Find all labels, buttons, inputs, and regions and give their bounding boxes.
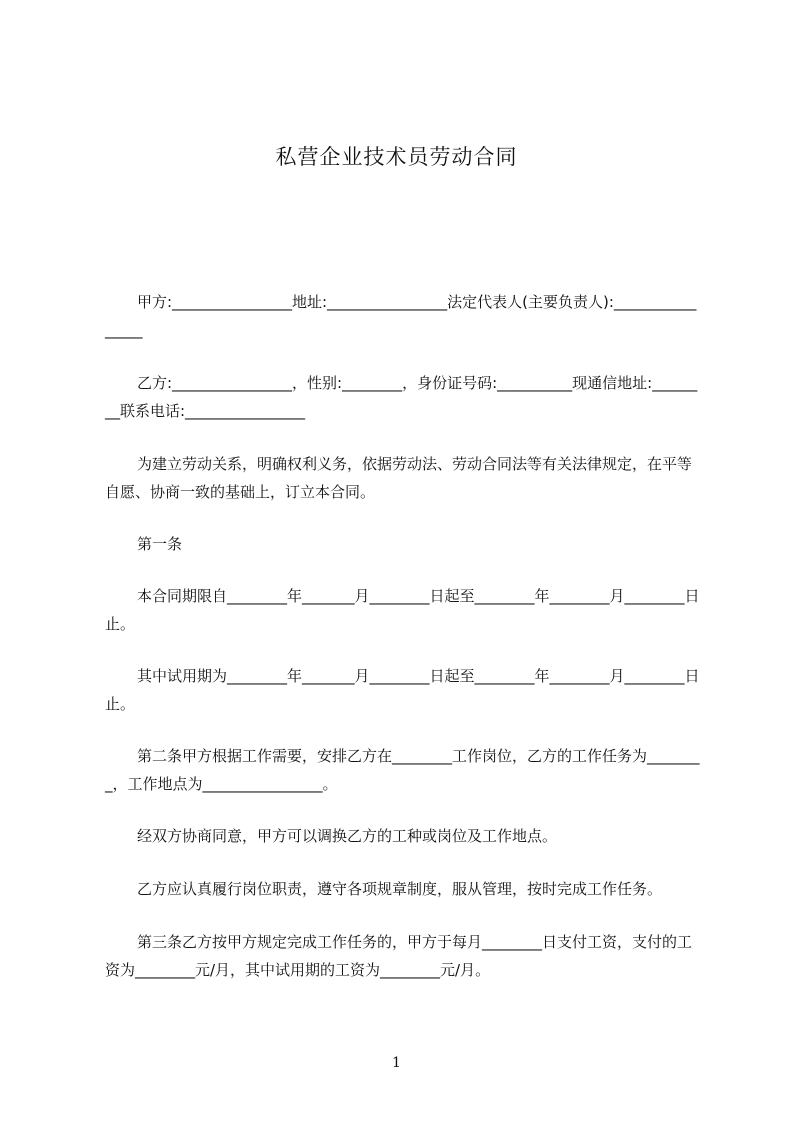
article-two-paragraph: 第二条甲方根据工作需要，安排乙方在________工作岗位，乙方的工作任务为________，工作地点为________________。 bbox=[105, 747, 700, 793]
page-number: 1 bbox=[392, 1055, 401, 1071]
contract-term-paragraph: 本合同期限自________年_______月________日起至________年________月________日止。 bbox=[105, 587, 700, 633]
preamble-paragraph: 为建立劳动关系，明确权利义务，依据劳动法、劳动合同法等有关法律规定，在平等自愿、协商一致的基础上，订立本合同。 bbox=[105, 455, 693, 501]
party-a-line: 甲方:________________地址:________________法定代表人(主要负责人):________________ bbox=[105, 293, 697, 339]
article-three-paragraph: 第三条乙方按甲方规定完成工作任务的，甲方于每月________日支付工资，支付的工资为________元/月，其中试用期的工资为________元/月。 bbox=[105, 933, 693, 979]
article-one-heading: 第一条 bbox=[137, 535, 183, 553]
probation-term-paragraph: 其中试用期为________年_______月________日起至________年________月________日止。 bbox=[105, 667, 700, 713]
job-adjustment-paragraph: 经双方协商同意，甲方可以调换乙方的工种或岗位及工作地点。 bbox=[137, 827, 558, 845]
party-b-line: 乙方:________________，性别:________，身份证号码:__________现通信地址:________联系电话:________________ bbox=[105, 374, 698, 420]
document-title: 私营企业技术员劳动合同 bbox=[275, 145, 518, 169]
employee-duties-paragraph: 乙方应认真履行岗位职责，遵守各项规章制度，服从管理，按时完成工作任务。 bbox=[137, 880, 663, 898]
